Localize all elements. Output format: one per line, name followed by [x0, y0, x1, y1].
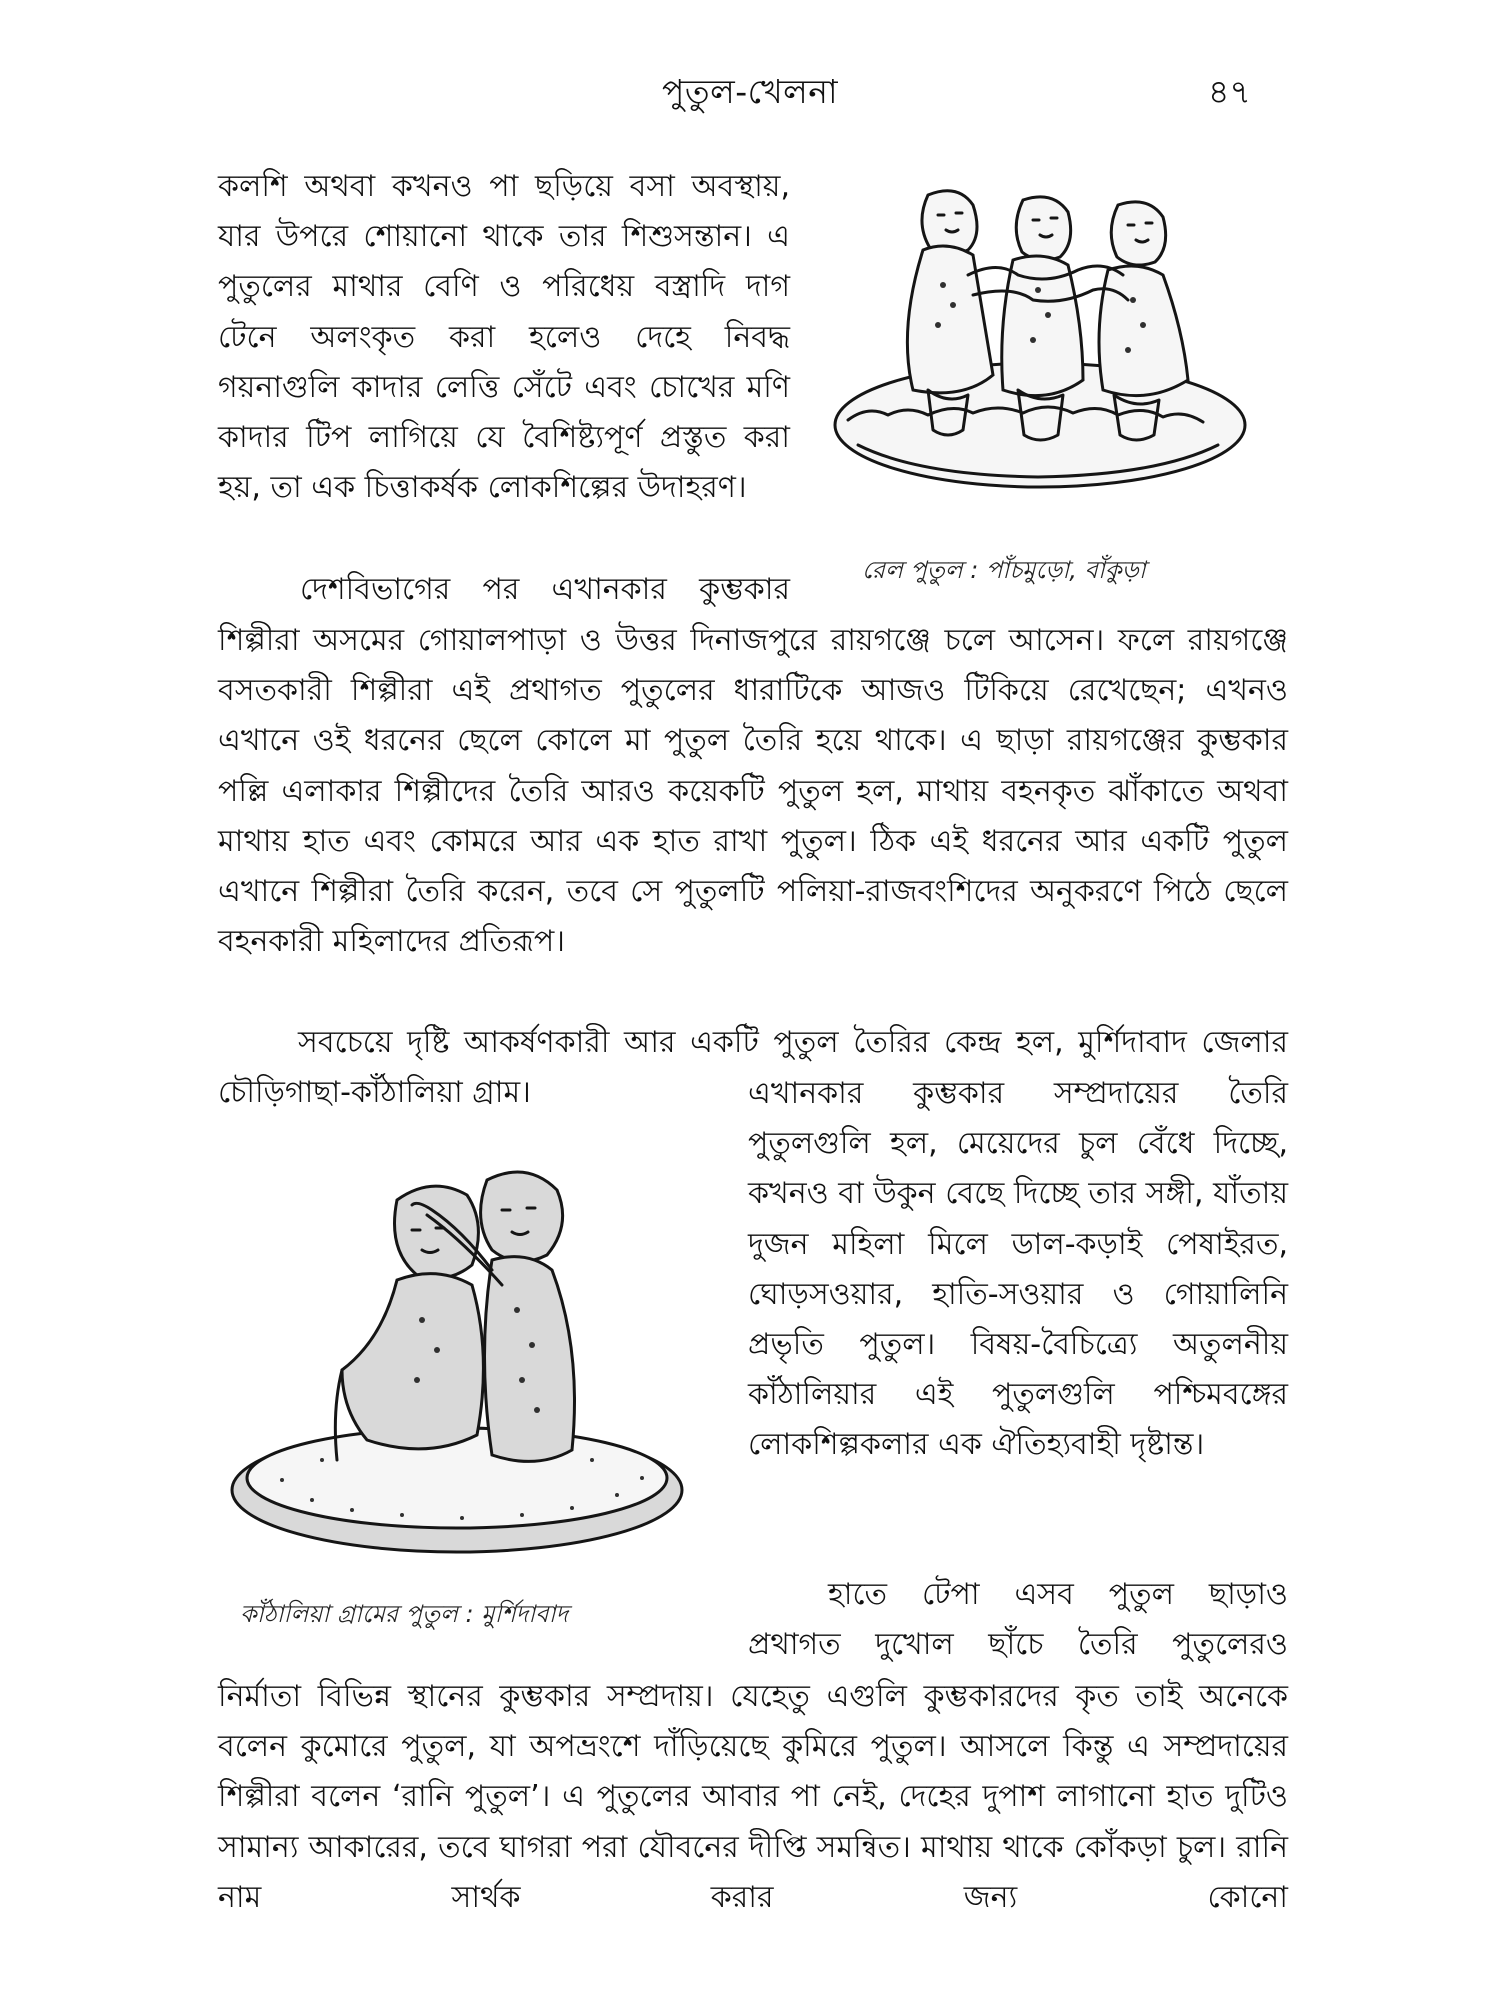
rail-dolls-illustration-icon: [818, 175, 1258, 515]
page-number: ৪৭: [1208, 72, 1251, 111]
paragraph-4-start: হাতে টেপা এসব পুতুল ছাড়াও প্রথাগত দুখোল ছাঁচে তৈরি পুতুলেরও: [748, 1577, 1288, 1663]
figure-kanthalia-dolls-caption: কাঁঠালিয়া গ্রামের পুতুল : মুর্শিদাবাদ: [240, 1600, 569, 1628]
page-header-title: পুতুল-খেলনা: [661, 72, 839, 111]
figure-rail-dolls-caption: রেল পুতুল : পাঁচমুড়ো, বাঁকুড়া: [862, 556, 1146, 584]
paragraph-1: কলশি অথবা কখনও পা ছড়িয়ে বসা অবস্থায়, যার উপরে শোয়ানো থাকে তার শিশুসন্তান। এ পুতুলের মাথার বেণি ও পরিধেয় বস্ত্রাদি দাগ টেনে অলংকৃত করা হলেও দেহে নিবদ্ধ গয়নাগুলি কাদার লেত্তি সেঁটে এবং চোখের মণি কাদার টিপ লাগিয়ে যে বৈশিষ্ট্যপূর্ণ প্রস্তুত করা হয়, তা এক চিত্তাকর্ষক লোকশিল্পের উদাহরণ।: [218, 169, 790, 506]
figure-rail-dolls: [818, 175, 1258, 515]
paragraph-2-start: দেশবিভাগের পর এখানকার কুম্ভকার: [300, 572, 790, 607]
figure-kanthalia-dolls: [222, 1160, 692, 1580]
paragraph-2-continuation: শিল্পীরা অসমের গোয়ালপাড়া ও উত্তর দিনাজপুরে রায়গঞ্জে চলে আসেন। ফলে রায়গঞ্জে বসতকারী শিল্পীরা এই প্রথাগত পুতুলের ধারাটিকে আজও টিকিয়ে রেখেছেন; এখনও এখানে ওই ধরনের ছেলে কোলে মা পুতুল তৈরি হয়ে থাকে। এ ছাড়া রায়গঞ্জের কুম্ভকার পল্লি এলাকার শিল্পীদের তৈরি আরও কয়েকটি পুতুল হল, মাথায় বহনকৃত ঝাঁকাতে অথবা মাথায় হাত এবং কোমরে আর এক হাত রাখা পুতুল। ঠিক এই ধরনের আর একটি পুতুল এখানে শিল্পীরা তৈরি করেন, তবে সে পুতুলটি পলিয়া-রাজবংশিদের অনুকরণে পিঠে ছেলে বহনকারী মহিলাদের প্রতিরূপ।: [218, 623, 1288, 960]
kanthalia-dolls-illustration-icon: [222, 1160, 692, 1580]
paragraph-3-continuation: এখানকার কুম্ভকার সম্প্রদায়ের তৈরি পুতুলগুলি হল, মেয়েদের চুল বেঁধে দিচ্ছে, কখনও বা উকুন বেছে দিচ্ছে তার সঙ্গী, যাঁতায় দুজন মহিলা মিলে ডাল-কড়াই পেষাইরত, ঘোড়সওয়ার, হাতি-সওয়ার ও গোয়ালিনি প্রভৃতি পুতুল। বিষয়-বৈচিত্র্যে অতুলনীয় কাঁঠালিয়ার এই পুতুলগুলি পশ্চিমবঙ্গের লোকশিল্পকলার এক ঐতিহ্যবাহী দৃষ্টান্ত।: [748, 1076, 1288, 1463]
paragraph-4-continuation: নির্মাতা বিভিন্ন স্থানের কুম্ভকার সম্প্রদায়। যেহেতু এগুলি কুম্ভকারদের কৃত তাই অনেকে বলেন কুমোরে পুতুল, যা অপভ্রংশে দাঁড়িয়েছে কুমিরে পুতুল। আসলে কিন্তু এ সম্প্রদায়ের শিল্পীরা বলেন ‘রানি পুতুল’। এ পুতুলের আবার পা নেই, দেহের দুপাশ লাগানো হাত দুটিও সামান্য আকারের, তবে ঘাগরা পরা যৌবনের দীপ্তি সমন্বিত। মাথায় থাকে কোঁকড়া চুল। রানি নাম সার্থক করার জন্য কোনো: [218, 1679, 1288, 1915]
paragraph-3-start: সবচেয়ে দৃষ্টি আকর্ষণকারী আর একটি পুতুল তৈরির কেন্দ্র হল, মুর্শিদাবাদ জেলার চৌড়িগাছা-কাঁঠালিয়া গ্রাম।: [218, 1025, 1288, 1111]
